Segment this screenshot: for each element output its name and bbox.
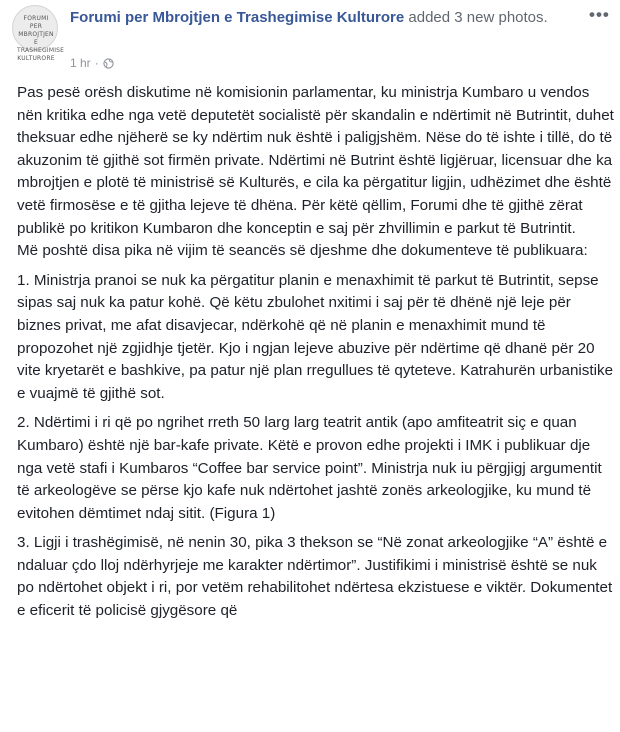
- avatar-logo-text: FORUMI PER MBROJTJEN E TRASHEGIMISE KULTURORE: [17, 15, 65, 62]
- post-body: [17, 82, 617, 630]
- more-options-button[interactable]: •••: [589, 5, 610, 24]
- post-meta: [70, 55, 114, 71]
- page-avatar[interactable]: [12, 5, 65, 62]
- post-headline: [70, 6, 575, 29]
- post-paragraph: 1. Ministrja pranoi se nuk ka përgatitur planin e menaxhimit të parkut të Butrintit, sepse sipas saj nuk ka patur kohë. Që këtu zbulohet nxitimi i saj për të dhënë një leje për biznes privat, me afat disavjecar, ndërkohë që në planin e menaxhimit mund të propozohet një zgjidhje tjetër. Kjo i ngjan lejeve abuzive për ndërtime që dhanë për 20 vite kryetarët e bashkive, pa patur një plan rregullues të qyteteve. Katrahurën urbanistike e vuajmë të gjithë sot.: [17, 271, 614, 402]
- post-paragraph: 2. Ndërtimi i ri që po ngrihet rreth 50 larg larg teatrit antik (apo amfiteatrit siç e quan Kumbaro) është një bar-kafe private. Këtë e provon edhe projekti i IMK i publikuar dje nga vetë stafi i Kumbaros “Coffee bar service point”. Ministrja nuk iu përgjigj argumentit të arkeologëve se përse kjo kafe nuk ndërtohet jashtë zonës arkeologjike, ku mund të evitohen dëmtimet ndaj sitit. (Figura 1): [17, 414, 602, 522]
- post-paragraph: 3. Ligji i trashëgimisë, në nenin 30, pika 3 thekson se “Në zonat arkeologjike “A” është e ndaluar çdo lloj ndërhyrjeje me karakter ndërtimor”. Justifikimi i ministrisë është se nuk po ndërtohet objekt i ri, por vetëm rehabilitohet ndërtesa ekzistuese e viktër. Dokumentet e eficerit të policisë gjygësore që: [17, 534, 613, 620]
- post-action-text: added 3 new photos.: [404, 9, 548, 26]
- post-header: [0, 0, 620, 76]
- post-timestamp[interactable]: 1 hr: [70, 56, 91, 70]
- page-name-link[interactable]: Forumi per Mbrojtjen e Trashegimise Kulturore: [70, 9, 405, 26]
- meta-separator: ·: [94, 56, 99, 70]
- post-paragraph: Pas pesë orësh diskutime në komisionin parlamentar, ku ministrja Kumbaro u vendos nën kritika edhe nga vetë deputetët socialistë për skandalin e ndërtimit në Butrintit, duhet theksuar edhe njëherë se ky ndërtim nuk është i paligjshëm. Nëse do të ishte i tillë, do të akuzonim të gjithë sot firmën private. Ndërtimi në Butrint është ligjëruar, licensuar dhe ka mbrojtjen e plotë të ministrisë së Kulturës, e cila ka përgatitur ligjin, udhëzimet dhe është vetë firmosëse e të gjitha lejeve të dhëna. Për këtë qëllim, Forumi dhe të gjithë zërat publikë po kritikon Kumbaron dhe konceptin e saj për zhvillimin e parkut të Butrintit. Më poshtë disa pika në vijim të seancës së djeshme dhe dokumenteve të publikuara:: [17, 84, 614, 260]
- globe-icon: [103, 58, 114, 69]
